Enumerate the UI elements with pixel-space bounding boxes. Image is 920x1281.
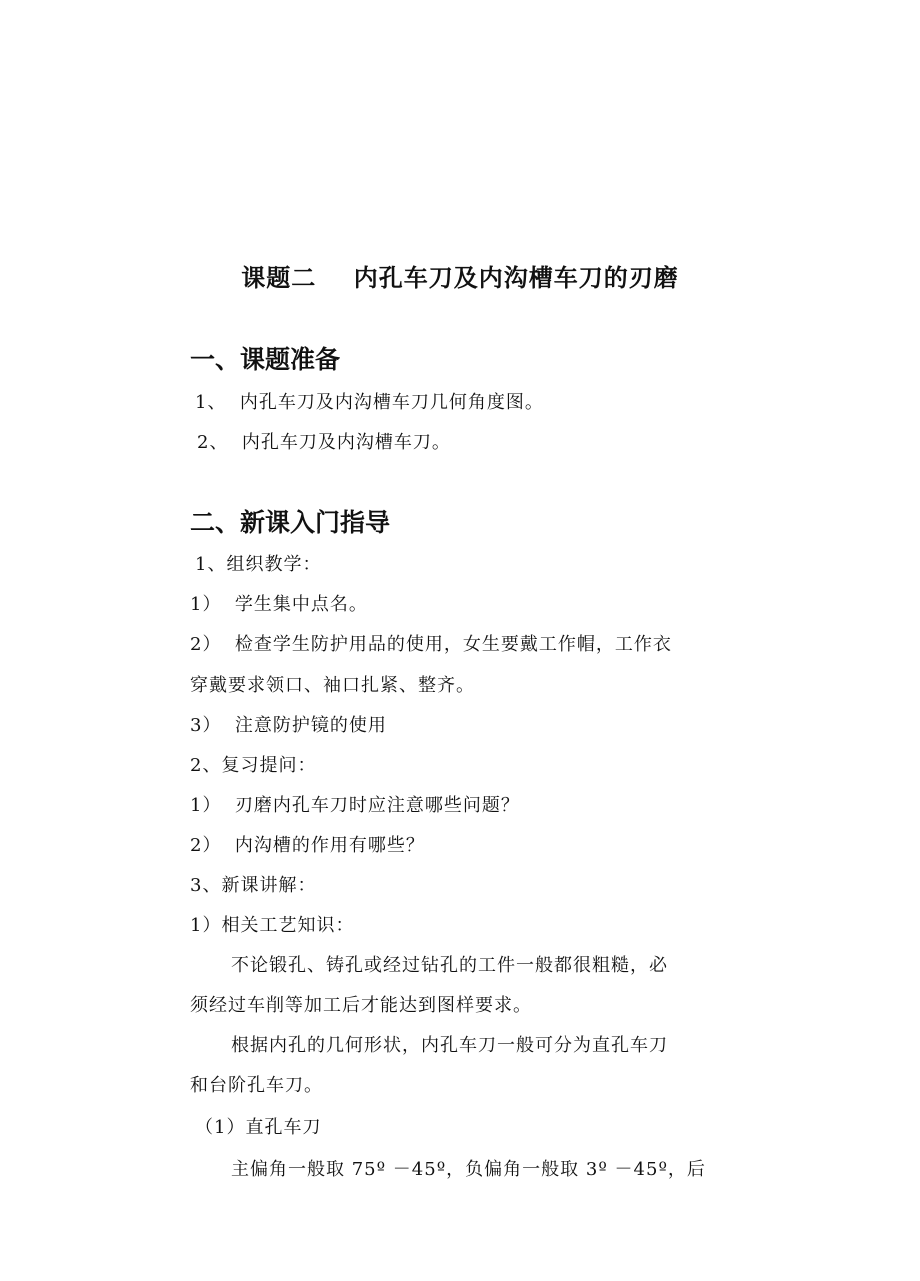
- paragraph-line: 1） 刃磨内孔车刀时应注意哪些问题？: [190, 795, 520, 816]
- section-heading-guidance: 二、新课入门指导: [190, 508, 391, 537]
- paragraph-line: 2） 检查学生防护用品的使用，女生要戴工作帽，工作衣: [190, 634, 672, 655]
- paragraph-line: 根据内孔的几何形状，内孔车刀一般可分为直孔车刀: [231, 1035, 668, 1056]
- paragraph-line: 2、复习提问：: [190, 755, 317, 776]
- list-item: 2、 内孔车刀及内沟槽车刀。: [197, 432, 451, 453]
- paragraph-line: 不论锻孔、铸孔或经过钻孔的工件一般都很粗糙，必: [231, 955, 668, 976]
- paragraph-line: 和台阶孔车刀。: [190, 1075, 323, 1096]
- list-item: 1、 内孔车刀及内沟槽车刀几何角度图。: [195, 392, 544, 413]
- document-title: 课题二 内孔车刀及内沟槽车刀的刃磨: [241, 264, 679, 292]
- section-heading-preparation: 一、课题准备: [190, 345, 341, 374]
- paragraph-line: 2） 内沟槽的作用有哪些？: [190, 835, 425, 856]
- paragraph-line: 1、组织教学：: [195, 554, 322, 575]
- paragraph-line: 主偏角一般取 75º －45º，负偏角一般取 3º －45º，后: [231, 1159, 706, 1180]
- paragraph-line: 须经过车削等加工后才能达到图样要求。: [190, 995, 532, 1016]
- paragraph-line: 1）相关工艺知识：: [190, 915, 355, 936]
- paragraph-line: 3、新课讲解：: [190, 875, 317, 896]
- subheading-line: （1）直孔车刀: [195, 1117, 322, 1138]
- paragraph-line: 穿戴要求领口、袖口扎紧、整齐。: [190, 675, 475, 696]
- paragraph-line: 1） 学生集中点名。: [190, 594, 368, 615]
- paragraph-line: 3） 注意防护镜的使用: [190, 715, 387, 736]
